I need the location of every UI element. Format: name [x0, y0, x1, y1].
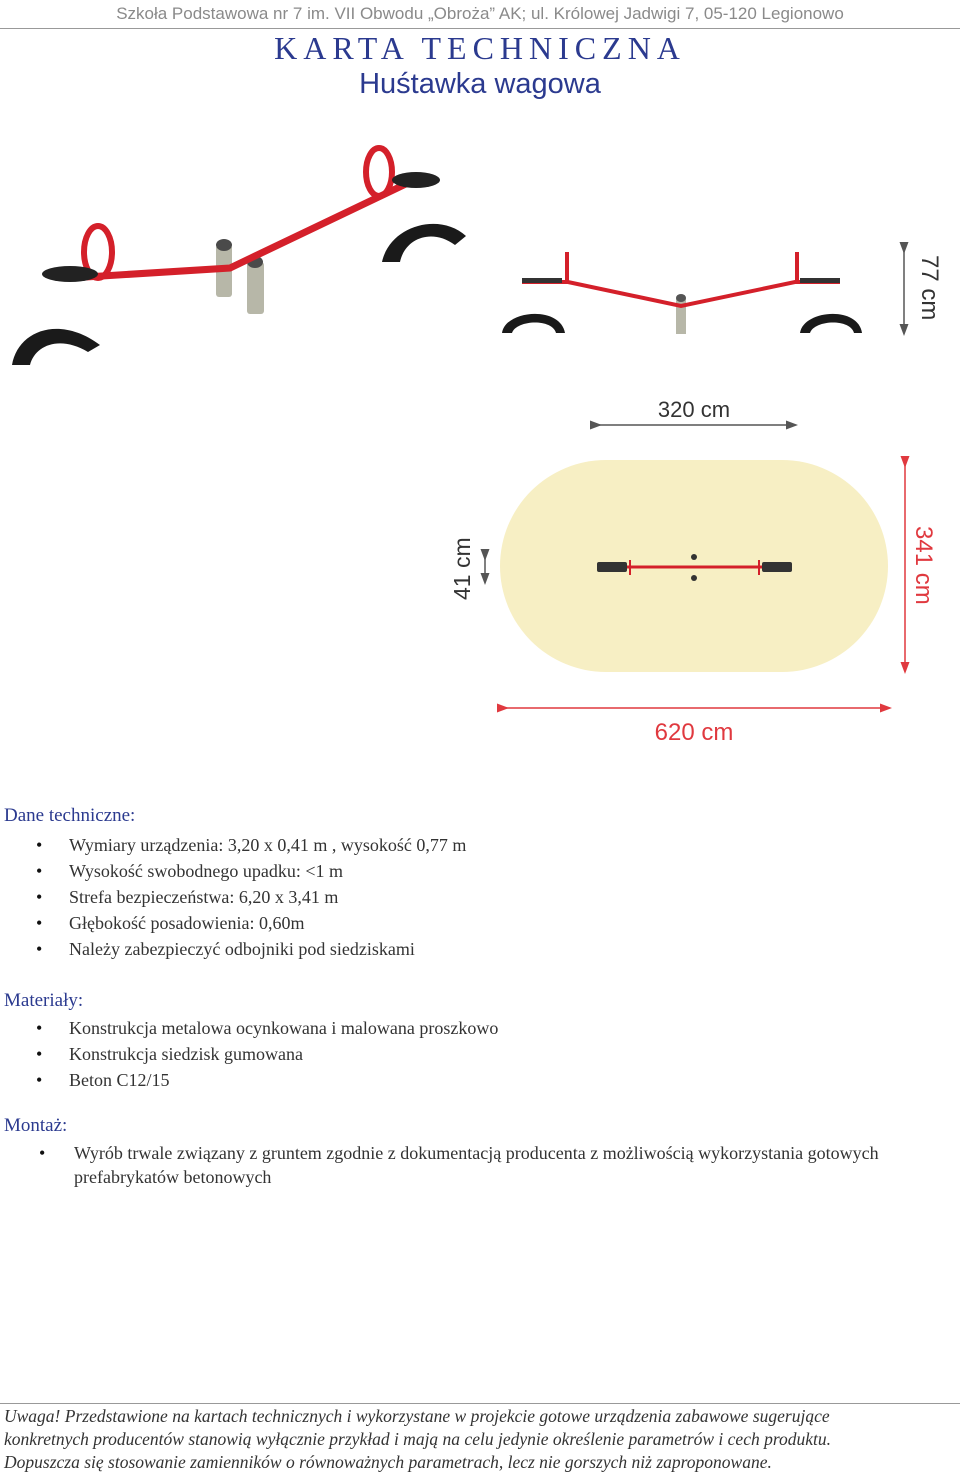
page-title: KARTA TECHNICZNA — [274, 30, 686, 66]
page-subtitle: Huśtawka wagowa — [359, 68, 601, 100]
dim-zone-length-label: 620 cm — [654, 719, 734, 746]
technical-drawing — [0, 120, 960, 770]
materials-list — [0, 1015, 498, 1093]
dim-width-label: 41 cm — [449, 537, 475, 600]
dim-height-label: 77 cm — [916, 255, 943, 321]
disclaimer-line: konkretnych producentów stanowią wyłącznie przykład i mają na celu jedynie określenie parametrów i cech produktu. — [4, 1429, 832, 1449]
disclaimer-line: Dopuszcza się stosowanie zamienników o równoważnych parametrach, lecz nie gorszych niż zaproponowane. — [4, 1452, 772, 1472]
safety-zone-plan — [449, 397, 937, 746]
list-item: • Wymiary urządzenia: 3,20 x 0,41 m , wysokość 0,77 m — [0, 832, 466, 858]
tyre-bumper-left — [12, 329, 100, 365]
seat-left — [42, 266, 98, 282]
list-item: • Należy zabezpieczyć odbojniki pod siedziskami — [0, 936, 466, 962]
montaz-list — [0, 1141, 960, 1189]
handle-right — [366, 148, 392, 196]
tech-data-list — [0, 832, 466, 962]
tech-data-heading: Dane techniczne: — [4, 805, 136, 826]
post-right — [247, 262, 264, 314]
list-item: • Strefa bezpieczeństwa: 6,20 x 3,41 m — [0, 884, 466, 910]
dim-length-label: 320 cm — [657, 397, 731, 422]
seesaw-side-view — [502, 248, 943, 334]
dim-zone-width-label: 341 cm — [910, 526, 937, 605]
list-item: • Konstrukcja siedzisk gumowana — [0, 1041, 498, 1067]
montaz-heading: Montaż: — [4, 1115, 68, 1136]
seesaw-perspective-view — [12, 148, 466, 365]
list-item: • Beton C12/15 — [0, 1067, 498, 1093]
seat-right — [392, 172, 440, 188]
materials-heading: Materiały: — [4, 990, 84, 1011]
tyre-bumper-right — [382, 224, 466, 262]
seesaw-beam — [70, 182, 410, 278]
list-item: • Wysokość swobodnego upadku: <1 m — [0, 858, 466, 884]
disclaimer-footer — [0, 1403, 960, 1474]
list-item: • Wyrób trwale związany z gruntem zgodnie z dokumentacją producenta z możliwością wykorzystania gotowych prefabrykatów betonowych — [0, 1141, 960, 1189]
list-item: • Głębokość posadowienia: 0,60m — [0, 910, 466, 936]
list-item: • Konstrukcja metalowa ocynkowana i malowana proszkowo — [0, 1015, 498, 1041]
disclaimer-line: Uwaga! Przedstawione na kartach technicznych i wykorzystane w projekcie gotowe urządzenia zabawowe sugerujące — [4, 1406, 830, 1426]
school-header: Szkoła Podstawowa nr 7 im. VII Obwodu „Obroża” AK; ul. Królowej Jadwigi 7, 05-120 Legionowo — [0, 0, 960, 29]
